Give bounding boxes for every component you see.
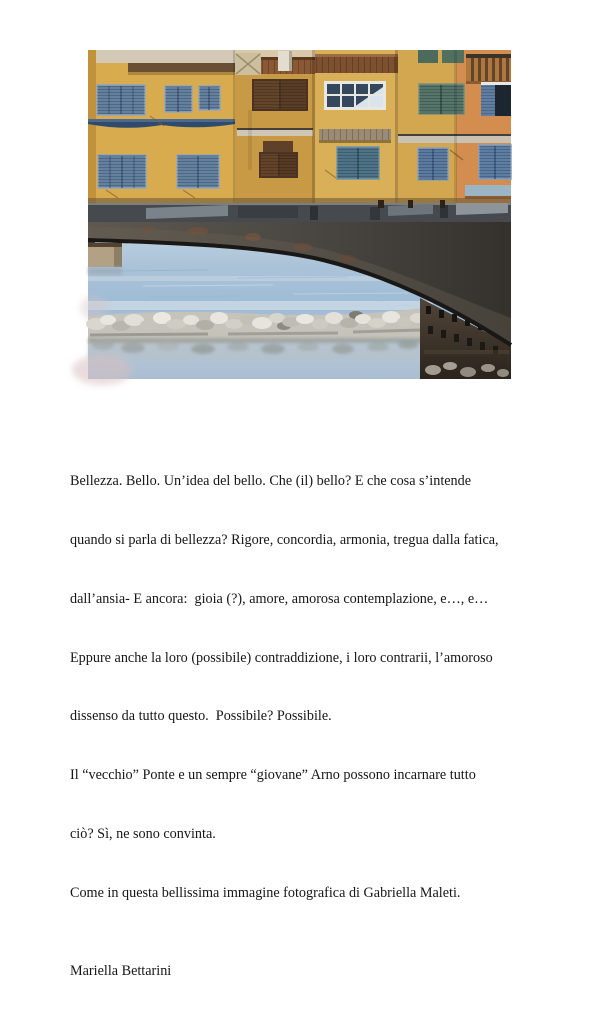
caption-line: quando si parla di bellezza? Rigore, concordia, armonia, tregua dalla fatica, [70, 531, 499, 548]
window-shutters-blue [98, 155, 146, 188]
balcony-lattice [235, 53, 261, 75]
window-shutters-blue [97, 85, 145, 115]
ponte-vecchio-buildings [88, 50, 511, 208]
window-shutters-blue [418, 148, 448, 180]
window-shutters-green [419, 84, 464, 114]
building-left [88, 50, 236, 203]
open-window-blue-shutter [481, 82, 511, 116]
ponte-vecchio-photo [88, 50, 511, 379]
building-middle [235, 50, 316, 203]
blur-spot-bottom-left [72, 355, 132, 385]
caption-line: ciò? Sì, ne sono convinta. [70, 825, 216, 842]
photo-frame [88, 50, 511, 379]
caption-line: Come in questa bellissima immagine fotografica di Gabriella Maleti. [70, 884, 461, 901]
building-right [398, 50, 511, 203]
caption-line: Il “vecchio” Ponte e un sempre “giovane” Arno possono incarnare tutto [70, 767, 476, 784]
window-shutters-brown [252, 79, 308, 111]
balcony-slats [466, 54, 511, 84]
light-blue-canopy [465, 185, 511, 199]
caption-text-block [70, 433, 570, 1021]
window-shutters-blue [177, 155, 219, 188]
building-large-window [315, 50, 399, 203]
window-shutters-blue [165, 86, 192, 112]
window-shutters-teal [337, 147, 379, 179]
author-name: Mariella Bettarini [70, 963, 172, 980]
pent-roof [319, 129, 391, 143]
window-shutters-brown [259, 141, 298, 178]
large-paned-window [324, 81, 386, 110]
caption-line: dissenso da tutto questo. Possibile? Possibile. [70, 708, 332, 725]
caption-line: Eppure anche la loro (possibile) contraddizione, i loro contrarii, l’amoroso [70, 649, 493, 666]
bridge-parapet [88, 202, 511, 222]
window-shutters-blue [199, 86, 220, 110]
window-shutters-blue [479, 145, 511, 179]
caption-line: Bellezza. Bello. Un’idea del bello. Che (il) bello? E che cosa s’intende [70, 473, 472, 490]
rock-reflections [88, 338, 423, 360]
caption-line: dall’ansia- E ancora: gioia (?), amore, amorosa contemplazione, e…, e… [70, 590, 489, 607]
